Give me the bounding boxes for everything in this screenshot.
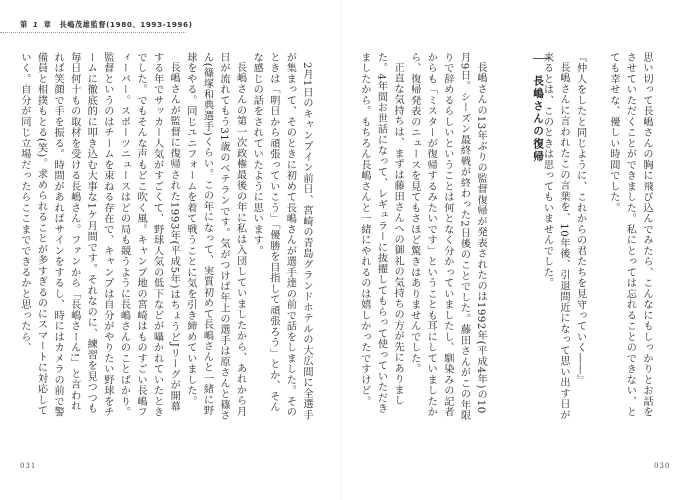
paragraph: 長嶋さんの第一次政権最後の年に私は入団していましたから、あれから月日が流れてもう31歳のベテランです。気がつけば年上の選手は原さんと篠さん(篠塚和典選手)くらい。この年になって、実質初めて長嶋さんと一緒に野球をやる。同じユニフォームを着て戦うことに気を引き締めていました。 <box>184 52 246 421</box>
paragraph: 思い切って長嶋さんの胸に飛び込んでみたら、こんなにもしっかりとお話をさせていただくことができました。私にとっては忘れることのできない、とても幸せな、優しい時間でした。 <box>607 52 652 418</box>
page-number-left: 031 <box>20 462 37 470</box>
paragraph: 長嶋さんに言われたこの言葉を、10年後、引退間近になって思い出す日が来るとは、このときは思ってもいませんでした。 <box>541 52 570 421</box>
paragraph: 長嶋さんの13年ぶりの監督復帰が発表されたのは1992年(平成4年)の10月9日。シーズン最終戦が終わった2日後のことでした。藤田さんがこの年限りで辞めるらしいということは何となく分かっていましたし、馴染みの記者からも「ミスターが復帰するみたいです」ということも耳にしていましたから、復帰発表のニュースを見てもさほど驚きはありませんでした。 <box>408 52 487 421</box>
right-page-body <box>354 52 654 422</box>
paragraph: 長嶋さんが監督に復帰された1993年(平成5年)はちょうどJリーグが開幕する年でサッカー人気がすごくて、野球人気の低下などが囁かれていたときでした。でもそんな声もどこ吹く風。キャンプ地の宮崎はものすごい長嶋フィーバー。スポーツニュースはどの局も競うように長嶋さんのことばかり。監督というのはチームを束ねる存在で、キャンプは自分がやりたい野球をチームに徹底的に叩き込む大事な1ケ月間です。それなのに、練習を見つつも毎日何十もの取材を受ける長嶋さん。ファンから「長嶋さーん!」と言われれば笑顔で手を振る。時間があればサインをするし、時にはカメラの前で警備員と相撲もとる(笑)。求められることが多すぎるのにスマートに対応していく。自分が同じ立場だったらここまでできるかと思ったら、 <box>18 52 180 418</box>
page-number-right: 030 <box>654 462 671 470</box>
heading-spacer <box>505 52 522 422</box>
quote-paragraph: 『仲人をしたと同じように、これからの君たちを見守っていく――』 <box>574 52 586 386</box>
paragraph: 正直な気持ちは、まずは藤田さんへの御礼の気持ちの方が先にありました。4年間お世話になって、レギュラーに抜擢してもらって使っていただきましたから。もちろん長嶋さんと一緒にやれるのは嬉しかったですけど。 <box>358 52 404 414</box>
paragraph: 2月1日のキャンプイン前日、宮崎の青島グランドホテルの大広間に全選手が集まって、そのときに初めて長嶋さんが選手達の前で話をしました。そのときは「明日から頑張っていこう」「優勝を目指して頑張ろう」とか、そんな感じの話をされていたように思います。 <box>251 52 312 421</box>
section-heading: 長嶋さんの復帰 <box>532 75 544 164</box>
header-dotted-rule <box>0 32 186 33</box>
page-gutter <box>340 0 342 500</box>
section-heading-rule <box>533 58 551 59</box>
chapter-title: 長嶋茂雄監督(1980、1993-1996) <box>59 20 193 29</box>
heading-spacer <box>488 52 505 422</box>
running-header <box>20 20 193 30</box>
left-page-body <box>14 52 314 422</box>
chapter-label: 第 1 章 <box>20 20 52 29</box>
paragraph-spacer <box>588 52 605 422</box>
